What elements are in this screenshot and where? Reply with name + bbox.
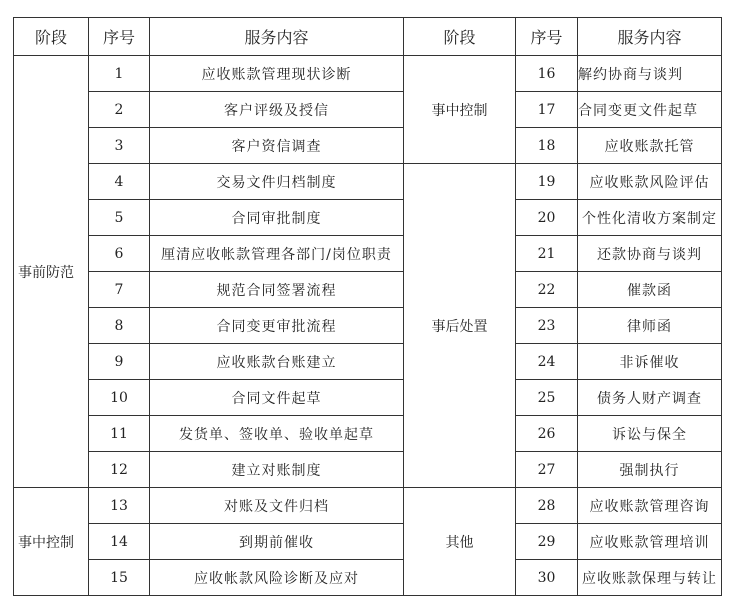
table-row (14, 56, 722, 92)
seq-cell: 4 (89, 164, 150, 200)
header-stage-right: 阶段 (404, 18, 516, 56)
header-row (14, 18, 722, 56)
seq-cell: 6 (89, 236, 150, 272)
table-row (14, 560, 722, 596)
service-cell: 解约协商与谈判 (578, 56, 722, 92)
service-cell: 合同变更审批流程 (150, 308, 404, 344)
service-cell: 发货单、签收单、验收单起草 (150, 416, 404, 452)
service-cell: 合同文件起草 (150, 380, 404, 416)
seq-cell: 20 (516, 200, 578, 236)
table-row (14, 128, 722, 164)
seq-cell: 17 (516, 92, 578, 128)
seq-cell: 19 (516, 164, 578, 200)
stage-mid-control-right: 事中控制 (404, 56, 516, 164)
seq-cell: 29 (516, 524, 578, 560)
seq-cell: 26 (516, 416, 578, 452)
seq-cell: 1 (89, 56, 150, 92)
service-cell: 合同变更文件起草 (578, 92, 722, 128)
service-cell: 厘清应收帐款管理各部门/岗位职责 (150, 236, 404, 272)
service-cell: 应收账款管理现状诊断 (150, 56, 404, 92)
table-row (14, 452, 722, 488)
stage-other: 其他 (404, 488, 516, 596)
service-cell: 交易文件归档制度 (150, 164, 404, 200)
seq-cell: 10 (89, 380, 150, 416)
table-row (14, 488, 722, 524)
service-cell: 应收账款保理与转让 (578, 560, 722, 596)
services-table (13, 17, 722, 596)
seq-cell: 21 (516, 236, 578, 272)
service-cell: 非诉催收 (578, 344, 722, 380)
seq-cell: 14 (89, 524, 150, 560)
service-cell: 应收账款台账建立 (150, 344, 404, 380)
service-cell: 强制执行 (578, 452, 722, 488)
service-cell: 还款协商与谈判 (578, 236, 722, 272)
header-service-left: 服务内容 (150, 18, 404, 56)
table-row (14, 92, 722, 128)
service-cell: 律师函 (578, 308, 722, 344)
table-row (14, 344, 722, 380)
seq-cell: 5 (89, 200, 150, 236)
service-cell: 规范合同签署流程 (150, 272, 404, 308)
table-row (14, 236, 722, 272)
seq-cell: 7 (89, 272, 150, 308)
seq-cell: 9 (89, 344, 150, 380)
service-cell: 客户资信调查 (150, 128, 404, 164)
seq-cell: 13 (89, 488, 150, 524)
header-seq-right: 序号 (516, 18, 578, 56)
service-cell: 对账及文件归档 (150, 488, 404, 524)
seq-cell: 18 (516, 128, 578, 164)
service-cell: 债务人财产调查 (578, 380, 722, 416)
header-stage-left: 阶段 (14, 18, 89, 56)
service-cell: 应收账款管理培训 (578, 524, 722, 560)
table-row (14, 416, 722, 452)
service-cell: 应收账款管理咨询 (578, 488, 722, 524)
seq-cell: 22 (516, 272, 578, 308)
seq-cell: 30 (516, 560, 578, 596)
service-cell: 建立对账制度 (150, 452, 404, 488)
stage-post-disposal: 事后处置 (404, 164, 516, 488)
service-cell: 客户评级及授信 (150, 92, 404, 128)
table-row (14, 200, 722, 236)
service-cell: 应收帐款风险诊断及应对 (150, 560, 404, 596)
header-seq-left: 序号 (89, 18, 150, 56)
seq-cell: 3 (89, 128, 150, 164)
seq-cell: 27 (516, 452, 578, 488)
seq-cell: 11 (89, 416, 150, 452)
table-row (14, 272, 722, 308)
seq-cell: 8 (89, 308, 150, 344)
seq-cell: 2 (89, 92, 150, 128)
seq-cell: 15 (89, 560, 150, 596)
seq-cell: 25 (516, 380, 578, 416)
service-cell: 应收账款风险评估 (578, 164, 722, 200)
service-cell: 催款函 (578, 272, 722, 308)
service-cell: 应收账款托管 (578, 128, 722, 164)
seq-cell: 28 (516, 488, 578, 524)
service-cell: 诉讼与保全 (578, 416, 722, 452)
table-row (14, 164, 722, 200)
seq-cell: 23 (516, 308, 578, 344)
seq-cell: 16 (516, 56, 578, 92)
stage-pre-prevention: 事前防范 (14, 56, 89, 488)
table-row (14, 380, 722, 416)
seq-cell: 24 (516, 344, 578, 380)
service-cell: 个性化清收方案制定 (578, 200, 722, 236)
header-service-right: 服务内容 (578, 18, 722, 56)
service-cell: 到期前催收 (150, 524, 404, 560)
table-row (14, 308, 722, 344)
service-cell: 合同审批制度 (150, 200, 404, 236)
stage-mid-control-left: 事中控制 (14, 488, 89, 596)
table-row (14, 524, 722, 560)
seq-cell: 12 (89, 452, 150, 488)
